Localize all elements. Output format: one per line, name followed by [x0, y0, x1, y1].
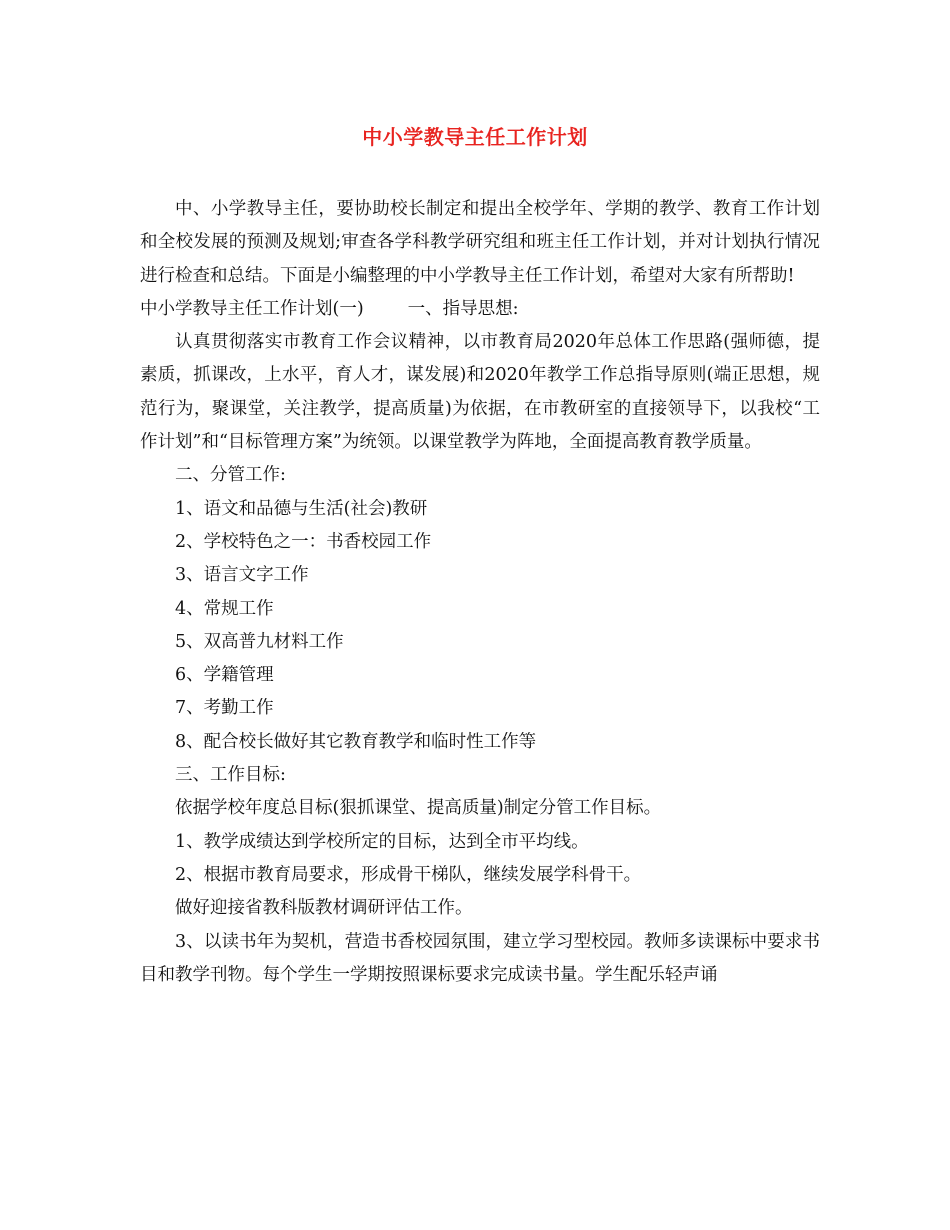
division-item: 4、常规工作: [175, 598, 274, 619]
division-item: 1、语文和品德与生活(社会)教研: [175, 498, 428, 519]
goals-heading: 三、工作目标:: [175, 765, 286, 786]
division-item: 3、语言文字工作: [175, 565, 309, 586]
goal-item: 3、以读书年为契机，营造书香校园氛围，建立学习型校园。教师多读课标中要求书目和教学刊物。每个学生一学期按照课标要求完成读书量。学生配乐轻声诵: [140, 931, 820, 985]
division-item: 2、学校特色之一：书香校园工作: [175, 531, 432, 552]
goal-item: 2、根据市教育局要求，形成骨干梯队，继续发展学科骨干。: [175, 864, 642, 885]
goals-intro: 依据学校年度总目标(狠抓课堂、提高质量)制定分管工作目标。: [175, 798, 662, 819]
division-item: 6、学籍管理: [175, 665, 274, 686]
goal-item: 1、教学成绩达到学校所定的目标，达到全市平均线。: [175, 831, 589, 852]
division-item: 7、考勤工作: [175, 698, 274, 719]
document-title: 中小学教导主任工作计划: [362, 125, 588, 149]
division-item: 5、双高普九材料工作: [175, 631, 344, 652]
section-heading-line: [140, 293, 820, 326]
intro-paragraph: 中、小学教导主任，要协助校长制定和提出全校学年、学期的教学、教育工作计划和全校发展的预测及规划;审查各学科教学研究组和班主任工作计划，并对计划执行情况进行检查和总结。下面是小编整理的中小学教导主任工作计划，希望对大家有所帮助!: [140, 199, 820, 286]
division-heading: 二、分管工作:: [175, 465, 286, 486]
document-body: [140, 193, 820, 992]
guiding-heading: 一、指导思想:: [407, 298, 519, 319]
section-heading: 中小学教导主任工作计划(一): [140, 298, 364, 319]
division-item: 8、配合校长做好其它教育教学和临时性工作等: [175, 731, 537, 752]
goal-item: 做好迎接省教科版教材调研评估工作。: [175, 898, 473, 919]
guiding-paragraph: 认真贯彻落实市教育工作会议精神，以市教育局2020年总体工作思路(强师德，提素质，抓课改，上水平，育人才，谋发展)和2020年教学工作总指导原则(端正思想，规范行为，聚课堂，关注教学，提高质量)为依据，在市教研室的直接领导下，以我校“工作计划”和“目标管理方案”为统领。以课堂教学为阵地，全面提高教育教学质量。: [140, 332, 820, 453]
